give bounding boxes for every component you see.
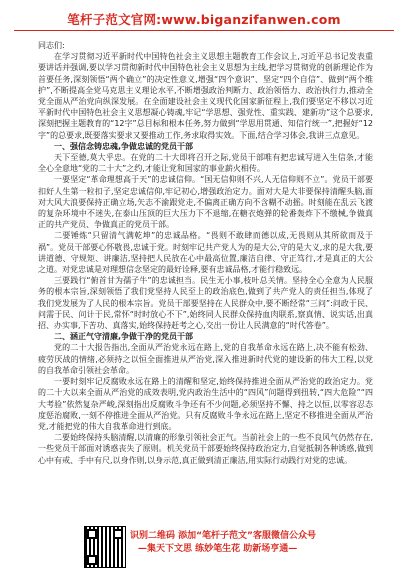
paragraph: 党的二十大报告指出,全面从严治党永远在路上,党的自我革命永远在路上,决不能有松劲、疲劳厌战的情绪,必须持之以恒全面推进从严治党,深入推进新时代党的建设新的伟大工程,以党的自我革命引领社会革命。 bbox=[38, 343, 373, 375]
paragraph: 一要时刻牢记反腐败永远在路上的清醒和坚定,始终保持推进全面从严治党的政治定力。党的二十大以来全面从严治党的成效表明,党内政治生活中的“四风”问题得到扭转,“四大危险”“四大考验”依然复杂严峻,深刻指出反腐败斗争还有不少问题,必须坚持不懈、持之以恒,以零容忍态度惩治腐败,一刻不停推进全面从严治党。只有反腐败斗争永远在路上,坚定不移推进全面从严治党,才能把党的伟大自我革命进行到底。 bbox=[38, 377, 373, 431]
paragraph: 一要坚定“革命理想高于天”的忠诚信仰。“国无信仰则不兴,人无信仰则不立”。党员干部要扣好人生第一粒扣子,坚定忠诚信仰,牢记初心,增强政治定力。面对大是大非要保持清醒头脑,面对大风大浪要保持正确立场,矢志不渝跟党走,不偏离正确方向不含糊不动摇。时刻能在乱云飞渡的复杂环境中不迷失,在泰山压顶的巨大压力下不退缩,在糖衣炮弹的轮番轰炸下不缴械,争做真正的共产党员、争做真正的党员干部。 bbox=[38, 175, 373, 230]
site-header-title[interactable]: 笔杆子范文官网:www.biganzifanwen.com bbox=[67, 12, 341, 27]
paragraph: 天下至德,莫大乎忠。在党的二十大即将召开之际,党员干部唯有把忠诚写进入生信条,才能全心全意地“党的二十大”之约,才能让党和国家的事业薪火相传。 bbox=[38, 153, 373, 174]
greeting: 同志们: bbox=[38, 41, 65, 50]
paragraph: 二要始终保持头脑清醒,以清廉的形象引领社会正气。当前社会上的一些不良风气仍然存在,一些党员干部面对诱惑丧失了原则。机关党员干部要始终保持政治定力,自觉抵制各种诱惑,做到心中有戒、手中有尺,以身作则,以身示范,真正做到清正廉洁,用实际行动践行对党的忠诚。 bbox=[38, 433, 373, 465]
section-heading: 一、强信念铸忠魂,争做忠诚的党员干部 bbox=[54, 141, 194, 151]
document-body bbox=[38, 40, 373, 466]
qr-code-icon[interactable] bbox=[84, 526, 126, 568]
section-heading: 二、涵正气守清廉,争做干净的党员干部 bbox=[54, 332, 194, 342]
header-divider bbox=[14, 30, 394, 31]
footer-line-1: 识别二维码 添加“笔杆子范文”客服微信公众号 bbox=[130, 531, 316, 541]
paragraph: 三要践行“俯首甘为孺子牛”的忠诚担当。民生无小事,枝叶总关情。坚持全心全意为人民服务的根本宗旨,深刻领悟了我们党坚持人民至上的政治底色,做到了共产党人的责任担当,体现了我们党发展为了人民的根本宗旨。党员干部要坚持在人民群众中,要不断经常“三问”:问政于民、问需于民、问计于民,常怀“时时放心不下”,始终同人民群众保持血肉联系,察真情、说实话,出真招、办实事,下苦功、真落实,始终保持赶考之心,交出一份让人民满意的“时代答卷”。 bbox=[38, 276, 373, 331]
footer-text bbox=[130, 530, 316, 556]
footer bbox=[0, 526, 408, 580]
footer-line-2: —集天下文思 练妙笔生花 助新场亨通— bbox=[138, 544, 298, 554]
paragraph: 在学习贯彻习近平新时代中国特色社会主义思想主题教育工作会议上,习近平总书记发表重要讲话并强调,要以学习贯彻新时代中国特色社会主义思想为主线,把学习贯彻党的创新理论作为首要任务,深刻领悟“两个确立”的决定性意义,增强“四个意识”、坚定“四个自信”、做到“两个维护”,不断提高全党马克思主义理论水平,不断增强政治判断力、政治领悟力、政治执行力,推动全党全面从严治党向纵深发展。在全面建设社会主义现代化国家新征程上,我们要坚定不移以习近平新时代中国特色社会主义思想凝心铸魂,牢记“学思想、强党性、重实践、建新功”这个总要求,深刻把握主题教育的“12字”总目标和根本任务,努力做到“学思用贯通、知信行统一”,把握好“12字”的总要求,既要落实要求又要推动工作,务求取得实效。下面,结合学习体会,我讲三点意见。 bbox=[38, 52, 373, 140]
paragraph: 二要锤炼“只留清气满乾坤”的忠诚品格。“畏则不敢肆而德以成,无畏则从其所欲而及于祸”。党员干部要心怀敬畏,忠诚于党。时刻牢记共产党人为的是大公,守的是大义,求的是大我,要讲道德、守规矩、讲廉洁,坚持把人民放在心中最高位置,廉洁自律、守正笃行,才是真正的大公之道。对党忠诚是对理想信念坚定的最好诠释,要有忠诚品格,才能行稳致远。 bbox=[38, 231, 373, 275]
